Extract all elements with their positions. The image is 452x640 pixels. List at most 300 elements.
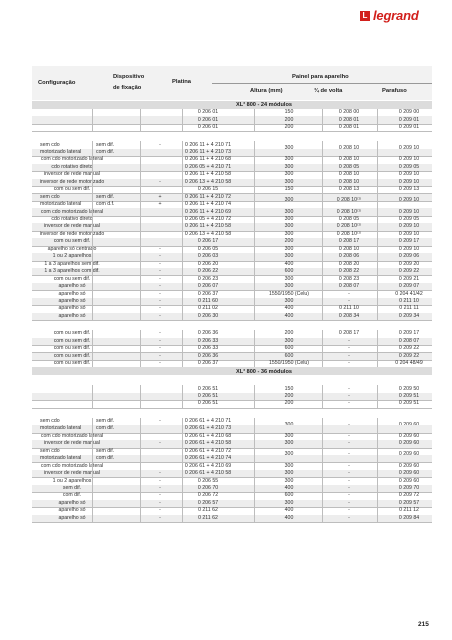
row-alt: 300 bbox=[284, 197, 294, 204]
row-parafuso: 0 209 10 bbox=[398, 223, 420, 230]
column-divider bbox=[322, 141, 323, 148]
column-divider bbox=[140, 433, 141, 440]
row-volta: - bbox=[348, 514, 350, 521]
column-divider bbox=[140, 448, 141, 455]
column-divider bbox=[140, 338, 141, 345]
column-divider bbox=[377, 231, 378, 238]
column-divider bbox=[92, 298, 93, 305]
row-paraf: 0 209 10 bbox=[398, 197, 420, 204]
row-label: com cdo motorizado lateral bbox=[40, 462, 104, 469]
column-divider bbox=[322, 338, 323, 345]
column-divider bbox=[254, 124, 255, 131]
column-divider bbox=[140, 223, 141, 230]
column-divider bbox=[182, 124, 183, 131]
column-divider bbox=[92, 208, 93, 215]
column-divider bbox=[254, 290, 255, 297]
row-platina: 0 206 36 bbox=[197, 352, 219, 359]
row-label: 1 ou 2 aparelhos bbox=[52, 253, 92, 260]
column-divider bbox=[182, 330, 183, 337]
column-divider bbox=[182, 393, 183, 400]
row-volta: 0 208 06 bbox=[338, 253, 360, 260]
row-platina: 0 206 36 bbox=[197, 330, 219, 337]
column-divider bbox=[182, 116, 183, 123]
column-divider bbox=[92, 179, 93, 186]
row-parafuso: 0 209 13 bbox=[398, 186, 420, 193]
column-divider bbox=[377, 400, 378, 407]
row-label: com ou sem dif. bbox=[53, 360, 91, 367]
column-divider bbox=[140, 109, 141, 116]
row-label: 1 ou 2 aparelhos bbox=[52, 477, 92, 484]
row-fixing: - bbox=[159, 507, 161, 514]
column-divider bbox=[140, 418, 141, 425]
column-divider bbox=[377, 385, 378, 392]
column-divider bbox=[377, 305, 378, 312]
row-volta: 0 208 10 bbox=[338, 245, 360, 252]
column-divider bbox=[182, 345, 183, 352]
column-divider bbox=[92, 305, 93, 312]
column-divider bbox=[322, 400, 323, 407]
column-divider bbox=[377, 485, 378, 492]
column-divider bbox=[322, 283, 323, 290]
row-fixing: - bbox=[159, 360, 161, 367]
column-divider bbox=[254, 477, 255, 484]
column-divider bbox=[254, 223, 255, 230]
column-divider bbox=[377, 171, 378, 178]
column-divider bbox=[254, 345, 255, 352]
column-divider bbox=[254, 313, 255, 320]
column-divider bbox=[377, 360, 378, 367]
row-label: com dif. bbox=[62, 492, 82, 499]
column-divider bbox=[92, 275, 93, 282]
row-altura: 400 bbox=[284, 484, 294, 491]
row-altura: 300 bbox=[284, 440, 294, 447]
row-parafuso: 0 209 51 bbox=[398, 400, 420, 407]
row-parafuso: 0 209 60 bbox=[398, 477, 420, 484]
row-parafuso: 0 209 01 bbox=[398, 124, 420, 131]
row-parafuso: 0 209 10 bbox=[398, 171, 420, 178]
column-divider bbox=[92, 216, 93, 223]
row-volta: - bbox=[348, 499, 350, 506]
column-divider bbox=[322, 109, 323, 116]
column-divider bbox=[92, 470, 93, 477]
row-altura: 300 bbox=[284, 223, 294, 230]
column-divider bbox=[182, 313, 183, 320]
row-altura: 300 bbox=[284, 208, 294, 215]
row-fixing: - bbox=[159, 141, 161, 148]
row-label: sem dif. bbox=[62, 484, 82, 491]
column-divider bbox=[254, 440, 255, 447]
column-divider bbox=[140, 345, 141, 352]
row-platina: 0 206 51 bbox=[197, 393, 219, 400]
column-divider bbox=[92, 353, 93, 360]
row-altura: 300 bbox=[284, 171, 294, 178]
row-label: motorizado lateral bbox=[40, 201, 82, 208]
row-label: aparelho só bbox=[58, 290, 86, 297]
row-altura: 300 bbox=[284, 283, 294, 290]
row-fixing: + bbox=[158, 201, 162, 208]
row-label: 1 a 3 aparelhos com dif. bbox=[44, 268, 100, 275]
row-label: aparelho só bbox=[58, 305, 86, 312]
column-divider bbox=[322, 313, 323, 320]
row-platina: 0 206 11 + 4 210 68 bbox=[185, 156, 231, 163]
row-parafuso: 0 209 06 bbox=[398, 253, 420, 260]
column-divider bbox=[92, 400, 93, 407]
row-altura: 150 bbox=[284, 385, 294, 392]
row-sublabel: com d.f. bbox=[96, 201, 115, 208]
row-label: cdo rotativo direto bbox=[51, 163, 93, 170]
column-divider bbox=[140, 313, 141, 320]
column-divider bbox=[140, 201, 141, 208]
column-divider bbox=[377, 238, 378, 245]
row-parafuso: 0 209 00 bbox=[398, 109, 420, 116]
column-divider bbox=[92, 313, 93, 320]
column-divider bbox=[322, 208, 323, 215]
column-divider bbox=[140, 149, 141, 156]
column-divider bbox=[182, 268, 183, 275]
column-divider bbox=[254, 462, 255, 469]
column-divider bbox=[322, 360, 323, 367]
column-divider bbox=[92, 360, 93, 367]
row-platina: 0 206 33 bbox=[197, 345, 219, 352]
row-altura: 300 bbox=[284, 178, 294, 185]
row-platina: 0 206 61 + 4 210 73 bbox=[184, 425, 232, 432]
column-divider bbox=[254, 485, 255, 492]
column-divider bbox=[254, 338, 255, 345]
column-divider bbox=[322, 268, 323, 275]
row-label: cdo rotativo direto bbox=[51, 216, 93, 223]
row-fixing: - bbox=[159, 492, 161, 499]
column-divider bbox=[322, 470, 323, 477]
column-divider bbox=[377, 298, 378, 305]
column-divider bbox=[254, 305, 255, 312]
column-divider bbox=[322, 124, 323, 131]
row-parafuso: 0 208 07 bbox=[398, 337, 420, 344]
row-label: motorizado lateral bbox=[40, 425, 82, 432]
row-platina: 0 206 37 bbox=[197, 360, 219, 367]
row-platina: 0 206 11 + 4 210 73 bbox=[185, 148, 231, 155]
column-divider bbox=[254, 186, 255, 193]
row-altura: 300 bbox=[284, 470, 294, 477]
row-platina: 0 206 11 + 4 210 71 bbox=[185, 141, 231, 148]
column-divider bbox=[182, 485, 183, 492]
row-volta: - bbox=[348, 297, 350, 304]
column-divider bbox=[182, 477, 183, 484]
row-parafuso: 0 209 22 bbox=[398, 352, 420, 359]
column-divider bbox=[140, 186, 141, 193]
row-parafuso: 0 211 10 bbox=[399, 297, 419, 304]
row-volta: - bbox=[348, 432, 350, 439]
column-divider bbox=[254, 455, 255, 462]
column-divider bbox=[254, 433, 255, 440]
row-parafuso: 0 209 10 bbox=[398, 178, 420, 185]
row-altura: 600 bbox=[284, 492, 294, 499]
row-parafuso: 0 209 10 bbox=[398, 245, 420, 252]
row-volta: - bbox=[348, 462, 350, 469]
column-divider bbox=[322, 223, 323, 230]
row-parafuso: 0 209 50 bbox=[398, 385, 420, 392]
column-divider bbox=[322, 485, 323, 492]
page-number: 215 bbox=[418, 621, 429, 628]
column-divider bbox=[92, 253, 93, 260]
column-divider bbox=[140, 116, 141, 123]
column-divider bbox=[377, 455, 378, 462]
column-divider bbox=[254, 246, 255, 253]
row-fixing: - bbox=[159, 440, 161, 447]
row-volta: - bbox=[348, 470, 350, 477]
row-label: aparelho só bbox=[58, 514, 86, 521]
column-divider bbox=[377, 418, 378, 425]
column-divider bbox=[377, 216, 378, 223]
column-divider bbox=[377, 179, 378, 186]
column-divider bbox=[92, 124, 93, 131]
row-label: inversor de rede manual bbox=[44, 171, 100, 178]
row-label: com cdo motorizado lateral bbox=[40, 432, 104, 439]
column-divider bbox=[377, 290, 378, 297]
row-platina: 0 211 62 bbox=[198, 514, 218, 521]
column-divider bbox=[92, 201, 93, 208]
column-divider bbox=[140, 179, 141, 186]
column-divider bbox=[322, 345, 323, 352]
row-parafuso: 0 209 22 bbox=[398, 268, 420, 275]
row-label: com ou sem dif. bbox=[53, 352, 91, 359]
row-altura: 200 bbox=[284, 116, 294, 123]
row-platina: 0 206 33 bbox=[197, 337, 219, 344]
column-divider bbox=[377, 477, 378, 484]
row-volta: 0 208 10 bbox=[338, 156, 360, 163]
row-altura: 400 bbox=[284, 514, 294, 521]
column-divider bbox=[377, 223, 378, 230]
column-divider bbox=[322, 385, 323, 392]
row-platina: 0 211 62 bbox=[198, 507, 218, 514]
column-divider bbox=[322, 515, 323, 522]
column-divider bbox=[377, 246, 378, 253]
column-divider bbox=[140, 216, 141, 223]
row-label: inversor de rede manual bbox=[44, 440, 100, 447]
row-parafuso: 0 209 07 bbox=[398, 283, 420, 290]
column-divider bbox=[254, 194, 255, 201]
row-parafuso: 0 204 41/42 bbox=[395, 290, 423, 297]
row-platina: 0 206 55 bbox=[197, 477, 219, 484]
column-divider bbox=[322, 500, 323, 507]
column-divider bbox=[377, 425, 378, 432]
row-label: inversor de rede motorizado bbox=[39, 230, 105, 237]
row-platina: 0 206 51 bbox=[197, 400, 219, 407]
row-volta: 0 208 05 bbox=[338, 163, 360, 170]
column-divider bbox=[377, 149, 378, 156]
row-platina: 0 206 05 + 4 210 71 bbox=[184, 163, 232, 170]
row-platina: 0 206 61 + 4 210 58 bbox=[184, 440, 232, 447]
column-divider bbox=[322, 477, 323, 484]
row-platina: 0 206 11 + 4 210 58 bbox=[185, 223, 231, 230]
row-platina: 0 206 30 bbox=[197, 312, 219, 319]
column-divider bbox=[254, 231, 255, 238]
column-divider bbox=[322, 194, 323, 201]
row-sublabel: sem dif. bbox=[96, 141, 115, 148]
header-volta: ¾ de volta bbox=[314, 88, 343, 94]
header-configuracao: Configuração bbox=[38, 80, 76, 86]
column-divider bbox=[322, 186, 323, 193]
row-volta: 0 208 10⁽¹⁾ bbox=[336, 197, 362, 204]
column-divider bbox=[140, 485, 141, 492]
column-divider bbox=[92, 425, 93, 432]
row-volta: 0 208 05 bbox=[338, 216, 360, 223]
row-volta: - bbox=[348, 385, 350, 392]
column-divider bbox=[140, 268, 141, 275]
row-volta: 0 208 10 bbox=[338, 178, 360, 185]
row-platina: 0 206 57 bbox=[197, 499, 219, 506]
column-divider bbox=[92, 448, 93, 455]
row-sublabel: sem dif. bbox=[96, 193, 115, 200]
column-divider bbox=[182, 201, 183, 208]
column-divider bbox=[140, 515, 141, 522]
header-parafuso: Parafuso bbox=[382, 88, 407, 94]
row-label: com cdo motorizado lateral bbox=[40, 208, 104, 215]
row-fixing: - bbox=[159, 245, 161, 252]
row-parafuso: 0 209 34 bbox=[398, 312, 420, 319]
row-volta: - bbox=[348, 290, 350, 297]
column-divider bbox=[92, 290, 93, 297]
column-divider bbox=[182, 231, 183, 238]
column-divider bbox=[322, 149, 323, 156]
column-divider bbox=[92, 500, 93, 507]
column-divider bbox=[182, 283, 183, 290]
column-divider bbox=[254, 515, 255, 522]
column-divider bbox=[254, 141, 255, 148]
column-divider bbox=[254, 283, 255, 290]
row-label: aparelho só bbox=[58, 297, 86, 304]
column-divider bbox=[377, 186, 378, 193]
row-altura: 300 bbox=[284, 499, 294, 506]
row-sublabel: com dif. bbox=[96, 148, 115, 155]
row-parafuso: 0 209 72 bbox=[398, 492, 420, 499]
row-fixing: - bbox=[159, 514, 161, 521]
column-divider bbox=[140, 171, 141, 178]
column-divider bbox=[92, 515, 93, 522]
column-divider bbox=[377, 330, 378, 337]
column-divider bbox=[140, 164, 141, 171]
column-divider bbox=[140, 253, 141, 260]
column-divider bbox=[92, 246, 93, 253]
column-divider bbox=[182, 149, 183, 156]
row-volta: - bbox=[348, 337, 350, 344]
column-divider bbox=[140, 455, 141, 462]
column-divider bbox=[254, 208, 255, 215]
column-divider bbox=[182, 360, 183, 367]
column-divider bbox=[322, 156, 323, 163]
row-volta: - bbox=[348, 507, 350, 514]
row-label: com ou sem dif. bbox=[53, 186, 91, 193]
column-divider bbox=[377, 393, 378, 400]
row-label: aparelho só centrado bbox=[47, 245, 97, 252]
column-divider bbox=[254, 201, 255, 208]
column-divider bbox=[140, 141, 141, 148]
row-label: com ou sem dif. bbox=[53, 275, 91, 282]
column-divider bbox=[182, 418, 183, 425]
column-divider bbox=[92, 385, 93, 392]
row-volta: 0 208 10⁽¹⁾ bbox=[336, 230, 362, 237]
row-fixing: - bbox=[159, 484, 161, 491]
row-parafuso: 0 209 10 bbox=[398, 230, 420, 237]
column-divider bbox=[182, 492, 183, 499]
column-divider bbox=[182, 246, 183, 253]
column-divider bbox=[254, 400, 255, 407]
column-divider bbox=[377, 470, 378, 477]
column-divider bbox=[140, 290, 141, 297]
column-divider bbox=[377, 353, 378, 360]
row-platina: 0 206 03 bbox=[197, 253, 219, 260]
column-divider bbox=[322, 216, 323, 223]
column-divider bbox=[140, 500, 141, 507]
row-fixing: - bbox=[159, 352, 161, 359]
column-divider bbox=[182, 223, 183, 230]
row-label: com ou sem dif. bbox=[53, 238, 91, 245]
row-label: inversor de rede manual bbox=[44, 470, 100, 477]
row-altura: 300 bbox=[284, 156, 294, 163]
row-volta: 0 208 00 bbox=[338, 109, 360, 116]
column-divider bbox=[92, 477, 93, 484]
column-divider bbox=[322, 238, 323, 245]
table-row bbox=[32, 313, 432, 321]
row-parafuso: 0 209 51 bbox=[398, 393, 420, 400]
row-parafuso: 0 209 17 bbox=[398, 330, 420, 337]
row-fixing: - bbox=[159, 477, 161, 484]
table-row bbox=[32, 400, 432, 408]
column-divider bbox=[140, 231, 141, 238]
row-altura: 300 bbox=[284, 432, 294, 439]
row-platina: 0 206 01 bbox=[197, 124, 219, 131]
row-platina: 0 206 22 bbox=[197, 268, 219, 275]
row-volta: - bbox=[348, 484, 350, 491]
row-altura: 1550/1950 (Celu) bbox=[268, 290, 310, 297]
column-divider bbox=[92, 141, 93, 148]
column-divider bbox=[92, 231, 93, 238]
row-volta: 0 208 10⁽¹⁾ bbox=[336, 208, 362, 215]
row-altura: 300 bbox=[284, 230, 294, 237]
row-platina: 0 206 13 + 4 210 58 bbox=[184, 230, 232, 237]
column-divider bbox=[254, 216, 255, 223]
column-divider bbox=[377, 345, 378, 352]
column-divider bbox=[140, 353, 141, 360]
column-divider bbox=[377, 261, 378, 268]
row-parafuso: 0 209 60 bbox=[398, 462, 420, 469]
column-divider bbox=[140, 477, 141, 484]
column-divider bbox=[182, 338, 183, 345]
column-divider bbox=[322, 275, 323, 282]
row-volta: 0 208 07 bbox=[338, 283, 360, 290]
column-divider bbox=[92, 194, 93, 201]
row-platina: 0 206 61 + 4 210 74 bbox=[184, 455, 232, 462]
row-label: com ou sem dif. bbox=[53, 345, 91, 352]
row-parafuso: 0 209 84 bbox=[398, 514, 420, 521]
row-altura: 400 bbox=[284, 507, 294, 514]
column-divider bbox=[92, 171, 93, 178]
row-platina: 0 206 61 + 4 210 72 bbox=[184, 447, 232, 454]
row-fixing: - bbox=[159, 297, 161, 304]
column-divider bbox=[322, 507, 323, 514]
column-divider bbox=[182, 238, 183, 245]
column-divider bbox=[92, 186, 93, 193]
column-divider bbox=[254, 425, 255, 432]
column-divider bbox=[322, 455, 323, 462]
row-volta: 0 208 10⁽¹⁾ bbox=[336, 223, 362, 230]
column-divider bbox=[182, 515, 183, 522]
row-altura: 300 bbox=[284, 253, 294, 260]
column-divider bbox=[322, 433, 323, 440]
column-divider bbox=[254, 360, 255, 367]
row-altura: 200 bbox=[284, 330, 294, 337]
row-parafuso: 0 209 57 bbox=[398, 499, 420, 506]
column-divider bbox=[377, 109, 378, 116]
